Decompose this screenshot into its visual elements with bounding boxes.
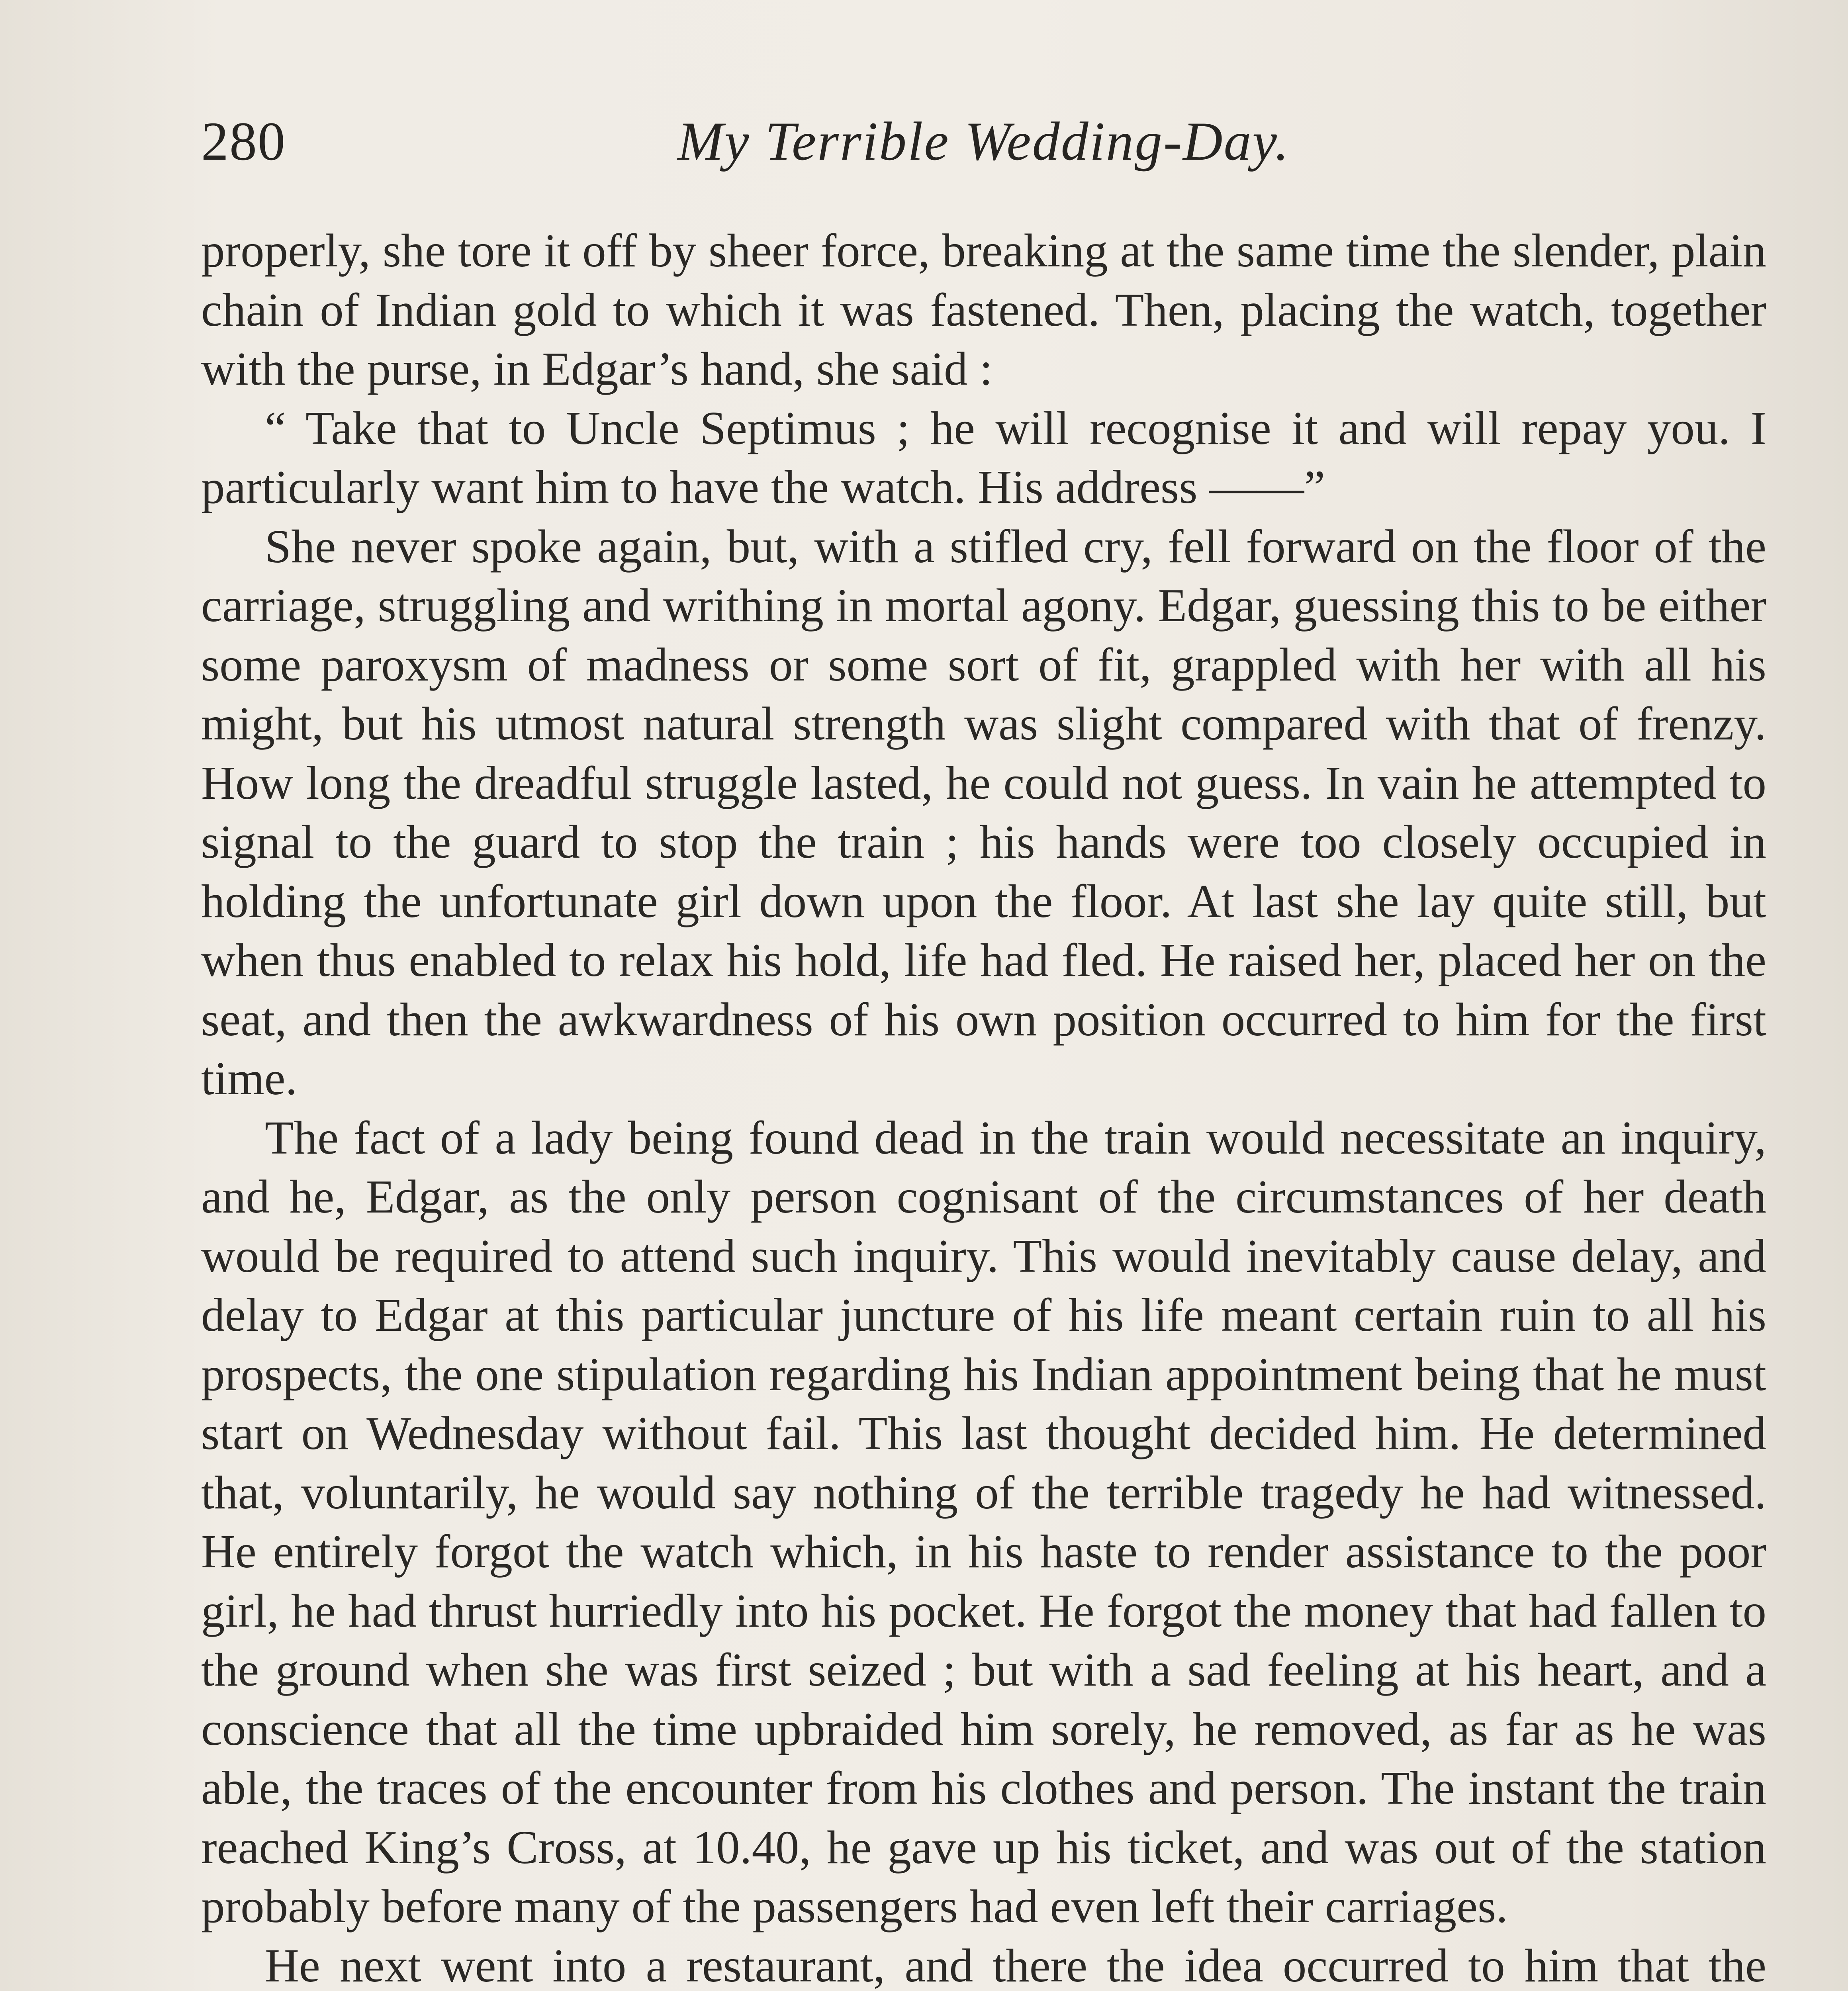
paragraph-dialogue: “ Take that to Uncle Septimus ; he will recognise it and will repay you. I particularly want him to have the watch. His address ——” <box>201 401 1766 513</box>
paragraph-restaurant: He next went into a restaurant, and there the idea occurred to him that the <box>265 1939 1766 1991</box>
paragraph-continued: properly, she tore it off by sheer force, breaking at the same time the slender, plain chain of Indian gold to which it was fastened. Then, placing the watch, together with the purse, in Edgar’s hand, she said : <box>201 224 1766 395</box>
page-header <box>201 102 1766 181</box>
page-number: 280 <box>201 111 286 172</box>
paragraph-struggle: She never spoke again, but, with a stifled cry, fell forward on the floor of the carriage, struggling and writhing in mortal agony. Edgar, guessing this to be either some paroxysm of madness or some sort of fit, grappled with her with all his might, but his utmost natural strength was slight compared with that of frenzy. How long the dreadful struggle lasted, he could not guess. In vain he attempted to signal to the guard to stop the train ; his hands were too closely occupied in holding the unfortunate girl down upon the floor. At last she lay quite still, but when thus enabled to relax his hold, life had fled. He raised her, placed her on the seat, and then the awkwardness of his own position occurred to him for the first time. <box>201 520 1766 1105</box>
running-title: My Terrible Wedding-Day. <box>677 111 1290 172</box>
paragraph-inquiry: The fact of a lady being found dead in the train would necessitate an inquiry, and he, Edgar, as the only person cognisant of the circumstances of her death would be required to attend such inquiry. This would inevitably cause delay, and delay to Edgar at this particular juncture of his life meant certain ruin to all his prospects, the one stipulation regarding his Indian appointment being that he must start on Wednesday without fail. This last thought decided him. He determined that, voluntarily, he would say nothing of the terrible tragedy he had witnessed. He entirely forgot the watch which, in his haste to render assistance to the poor girl, he had thrust hurriedly into his pocket. He forgot the money that had fallen to the ground when she was first seized ; but with a sad feeling at his heart, and a conscience that all the time upbraided him sorely, he removed, as far as he was able, the traces of the encounter from his clothes and person. The instant the train reached King’s Cross, at 10.40, he gave up his ticket, and was out of the station probably before many of the passengers had even left their carriages. <box>201 1111 1766 1932</box>
body-text <box>201 221 1766 1991</box>
